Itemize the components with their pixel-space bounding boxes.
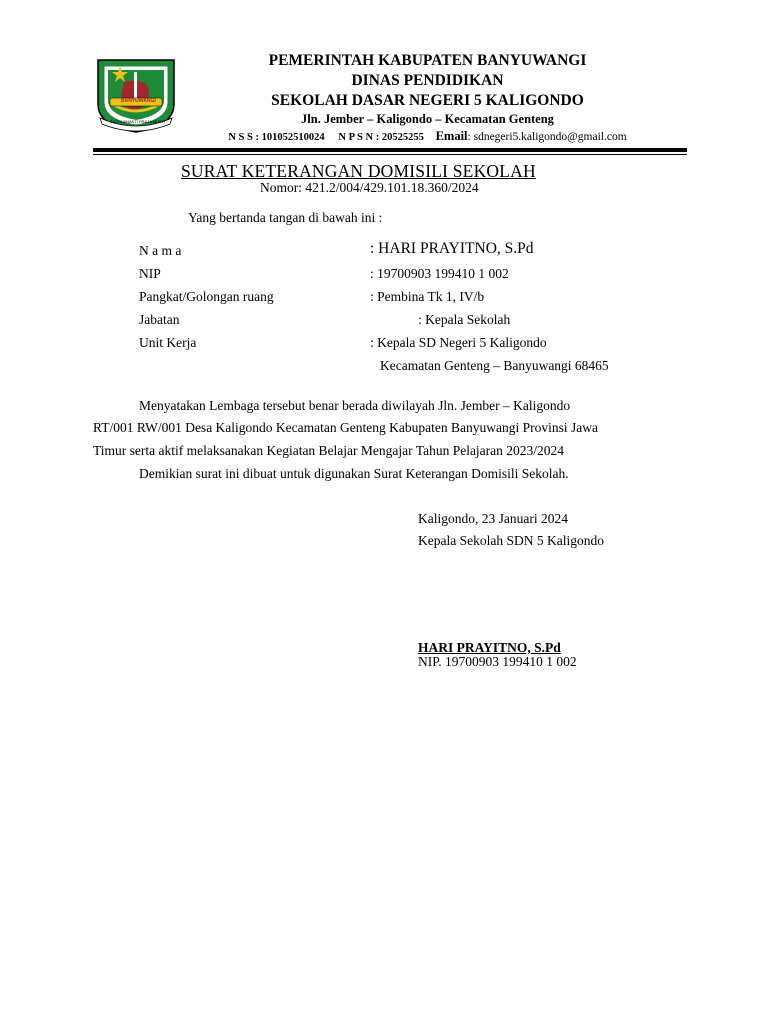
regency-emblem-logo [94, 52, 178, 134]
email-value: : sdnegeri5.kaligondo@gmail.com [467, 131, 627, 143]
closing-statement: Demikian surat ini dibuat untuk digunakan Surat Keterangan Domisili Sekolah. [139, 466, 569, 481]
field-value-rank: : Pembina Tk 1, IV/b [370, 289, 485, 304]
emblem-motto-text: SATYA BHAKTI PRAJA MUKTI [110, 119, 166, 124]
field-value-nip: : 19700903 199410 1 002 [370, 266, 509, 281]
field-label-rank: Pangkat/Golongan ruang [139, 289, 274, 304]
signature-position: Kepala Sekolah SDN 5 Kaligondo [418, 533, 604, 548]
intro-text: Yang bertanda tangan di bawah ini : [188, 210, 383, 225]
emblem-banner-text: BANYUWANGI [121, 98, 156, 104]
field-label-nip: NIP [139, 266, 161, 281]
signature-place-date: Kaligondo, 23 Januari 2024 [418, 511, 568, 526]
letterhead-divider-thick [93, 148, 687, 152]
statement-line-3: Timur serta aktif melaksanakan Kegiatan Belajar Mengajar Tahun Pelajaran 2023/2024 [93, 443, 565, 458]
field-label-name: N a m a [139, 243, 182, 258]
letterhead-school: SEKOLAH DASAR NEGERI 5 KALIGONDO [271, 92, 584, 109]
field-value-name: : HARI PRAYITNO, S.Pd [370, 240, 534, 257]
field-label-position: Jabatan [139, 312, 180, 327]
document-title: SURAT KETERANGAN DOMISILI SEKOLAH [181, 161, 536, 181]
field-label-unit: Unit Kerja [139, 335, 197, 350]
signature-nip: NIP. 19700903 199410 1 002 [418, 654, 577, 669]
field-value-unit-continued: Kecamatan Genteng – Banyuwangi 68465 [380, 358, 609, 373]
signature-name: HARI PRAYITNO, S.Pd [418, 640, 561, 655]
statement-line-2: RT/001 RW/001 Desa Kaligondo Kecamatan Genteng Kabupaten Banyuwangi Provinsi Jawa [93, 420, 598, 435]
letterhead-department: DINAS PENDIDIKAN [351, 72, 504, 89]
letterhead-government: PEMERINTAH KABUPATEN BANYUWANGI [268, 52, 587, 69]
field-value-unit: : Kepala SD Negeri 5 Kaligondo [370, 335, 547, 350]
email-label: Email [435, 129, 468, 143]
document-number: Nomor: 421.2/004/429.101.18.360/2024 [260, 180, 479, 195]
letterhead-address: Jln. Jember – Kaligondo – Kecamatan Genteng [301, 112, 554, 126]
letterhead-divider-thin [93, 154, 687, 155]
npsn-number: N P S N : 20525255 [338, 132, 424, 143]
nss-number: N S S : 101052510024 [228, 132, 325, 143]
letterhead-identifiers [180, 129, 675, 144]
field-value-position: : Kepala Sekolah [418, 312, 511, 327]
statement-line-1: Menyatakan Lembaga tersebut benar berada diwilayah Jln. Jember – Kaligondo [139, 398, 571, 413]
